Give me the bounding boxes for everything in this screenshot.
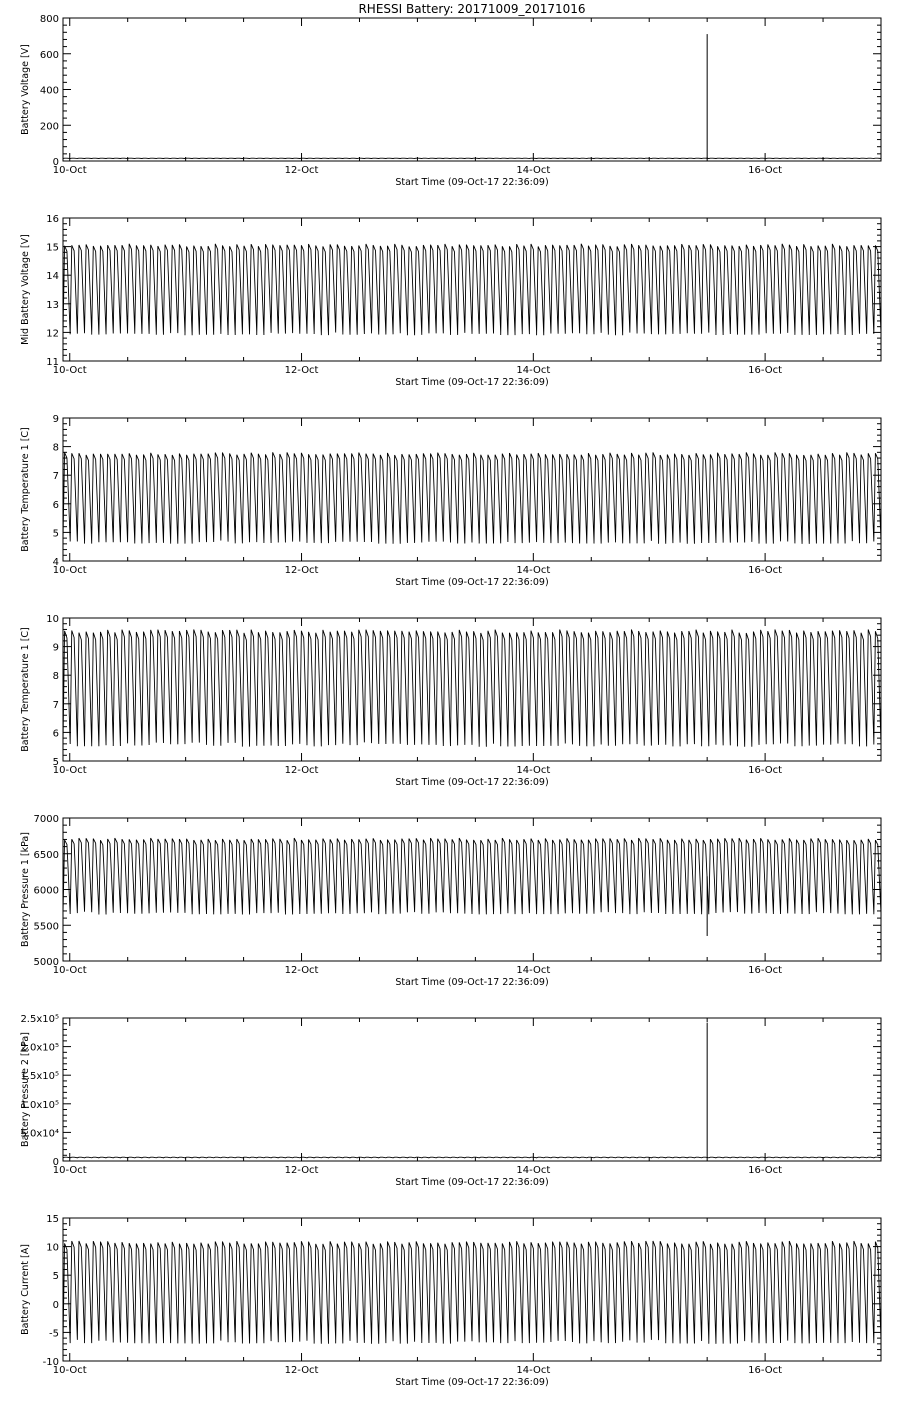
x-tick-label: 12-Oct (285, 365, 319, 376)
series-line (63, 838, 881, 914)
y-tick-label: 400 (40, 86, 59, 97)
x-tick-label: 16-Oct (748, 165, 782, 176)
y-tick-label: 7 (53, 471, 59, 482)
y-tick-label: 6000 (34, 886, 59, 897)
y-tick-label: 10 (46, 1243, 59, 1254)
x-tick-label: 10-Oct (53, 765, 87, 776)
y-tick-label: -10 (43, 1357, 59, 1368)
series-line (63, 244, 881, 335)
x-tick-label: 12-Oct (285, 965, 319, 976)
x-tick-label: 14-Oct (516, 1365, 550, 1376)
series-line (63, 1157, 881, 1158)
x-tick-label: 16-Oct (748, 765, 782, 776)
y-tick-label: 8 (53, 671, 59, 682)
y-tick-label: 10 (46, 614, 59, 625)
y-tick-label: 6500 (34, 850, 59, 861)
y-axis-label: Battery Voltage [V] (20, 44, 31, 135)
y-tick-label: 5 (53, 528, 59, 539)
x-tick-label: 10-Oct (53, 565, 87, 576)
x-axis-label: Start Time (09-Oct-17 22:36:09) (395, 777, 548, 788)
y-tick-label: 7 (53, 700, 59, 711)
y-tick-label: 0 (53, 1300, 59, 1311)
y-tick-label: 16 (46, 214, 59, 225)
y-tick-label: 12 (46, 328, 59, 339)
x-tick-label: 14-Oct (516, 765, 550, 776)
y-tick-label: 9 (53, 414, 59, 425)
x-tick-label: 10-Oct (53, 165, 87, 176)
x-tick-label: 12-Oct (285, 565, 319, 576)
y-tick-label: 600 (40, 50, 59, 61)
y-tick-label: 9 (53, 643, 59, 654)
y-tick-label: 5000 (34, 957, 59, 968)
y-tick-label: 2.5x10⁵ (20, 1014, 59, 1025)
y-tick-label: 7000 (34, 814, 59, 825)
plot-frame (63, 1018, 881, 1161)
x-tick-label: 14-Oct (516, 365, 550, 376)
figure-title: RHESSI Battery: 20171009_20171016 (358, 2, 585, 16)
y-tick-label: 5500 (34, 921, 59, 932)
x-axis-label: Start Time (09-Oct-17 22:36:09) (395, 1377, 548, 1388)
y-axis-label: Battery Current [A] (20, 1244, 31, 1335)
y-tick-label: 0 (53, 1157, 59, 1168)
y-tick-label: 14 (46, 271, 59, 282)
plot-frame (63, 18, 881, 161)
y-tick-label: 8 (53, 443, 59, 454)
x-tick-label: 14-Oct (516, 1165, 550, 1176)
y-axis-label: Mid Battery Voltage [V] (20, 234, 31, 345)
y-axis-label: Battery Pressure 2 [kPa] (20, 1032, 31, 1147)
y-tick-label: 5 (53, 1271, 59, 1282)
x-tick-label: 12-Oct (285, 1165, 319, 1176)
x-tick-label: 16-Oct (748, 1165, 782, 1176)
x-tick-label: 10-Oct (53, 965, 87, 976)
y-tick-label: 5 (53, 757, 59, 768)
x-tick-label: 14-Oct (516, 965, 550, 976)
y-tick-label: 15 (46, 1214, 59, 1225)
x-tick-label: 16-Oct (748, 965, 782, 976)
x-tick-label: 10-Oct (53, 365, 87, 376)
x-tick-label: 14-Oct (516, 565, 550, 576)
y-tick-label: 6 (53, 500, 59, 511)
y-tick-label: 2.0x10⁵ (20, 1043, 59, 1054)
x-tick-label: 16-Oct (748, 1365, 782, 1376)
y-tick-label: 1.0x10⁵ (20, 1100, 59, 1111)
y-tick-label: -5 (49, 1328, 59, 1339)
series-line (63, 1241, 881, 1344)
y-tick-label: 6 (53, 728, 59, 739)
x-axis-label: Start Time (09-Oct-17 22:36:09) (395, 1177, 548, 1188)
series-line (63, 630, 881, 747)
y-axis-label: Battery Pressure 1 [kPa] (20, 832, 31, 947)
y-tick-label: 15 (46, 243, 59, 254)
y-tick-label: 4 (53, 557, 59, 568)
y-tick-label: 200 (40, 121, 59, 132)
x-tick-label: 12-Oct (285, 165, 319, 176)
y-tick-label: 0 (53, 157, 59, 168)
x-tick-label: 12-Oct (285, 765, 319, 776)
x-axis-label: Start Time (09-Oct-17 22:36:09) (395, 577, 548, 588)
y-tick-label: 11 (46, 357, 59, 368)
x-axis-label: Start Time (09-Oct-17 22:36:09) (395, 177, 548, 188)
y-tick-label: 800 (40, 14, 59, 25)
x-axis-label: Start Time (09-Oct-17 22:36:09) (395, 377, 548, 388)
x-tick-label: 16-Oct (748, 565, 782, 576)
x-tick-label: 16-Oct (748, 365, 782, 376)
x-tick-label: 14-Oct (516, 165, 550, 176)
y-tick-label: 5.0x10⁴ (20, 1128, 59, 1139)
y-axis-label: Battery Temperature 1 [C] (20, 427, 31, 552)
y-axis-label: Battery Temperature 1 [C] (20, 627, 31, 752)
y-tick-label: 1.5x10⁵ (20, 1071, 59, 1082)
y-tick-label: 13 (46, 300, 59, 311)
x-tick-label: 10-Oct (53, 1165, 87, 1176)
x-tick-label: 10-Oct (53, 1365, 87, 1376)
series-line (63, 452, 881, 543)
x-axis-label: Start Time (09-Oct-17 22:36:09) (395, 977, 548, 988)
x-tick-label: 12-Oct (285, 1365, 319, 1376)
